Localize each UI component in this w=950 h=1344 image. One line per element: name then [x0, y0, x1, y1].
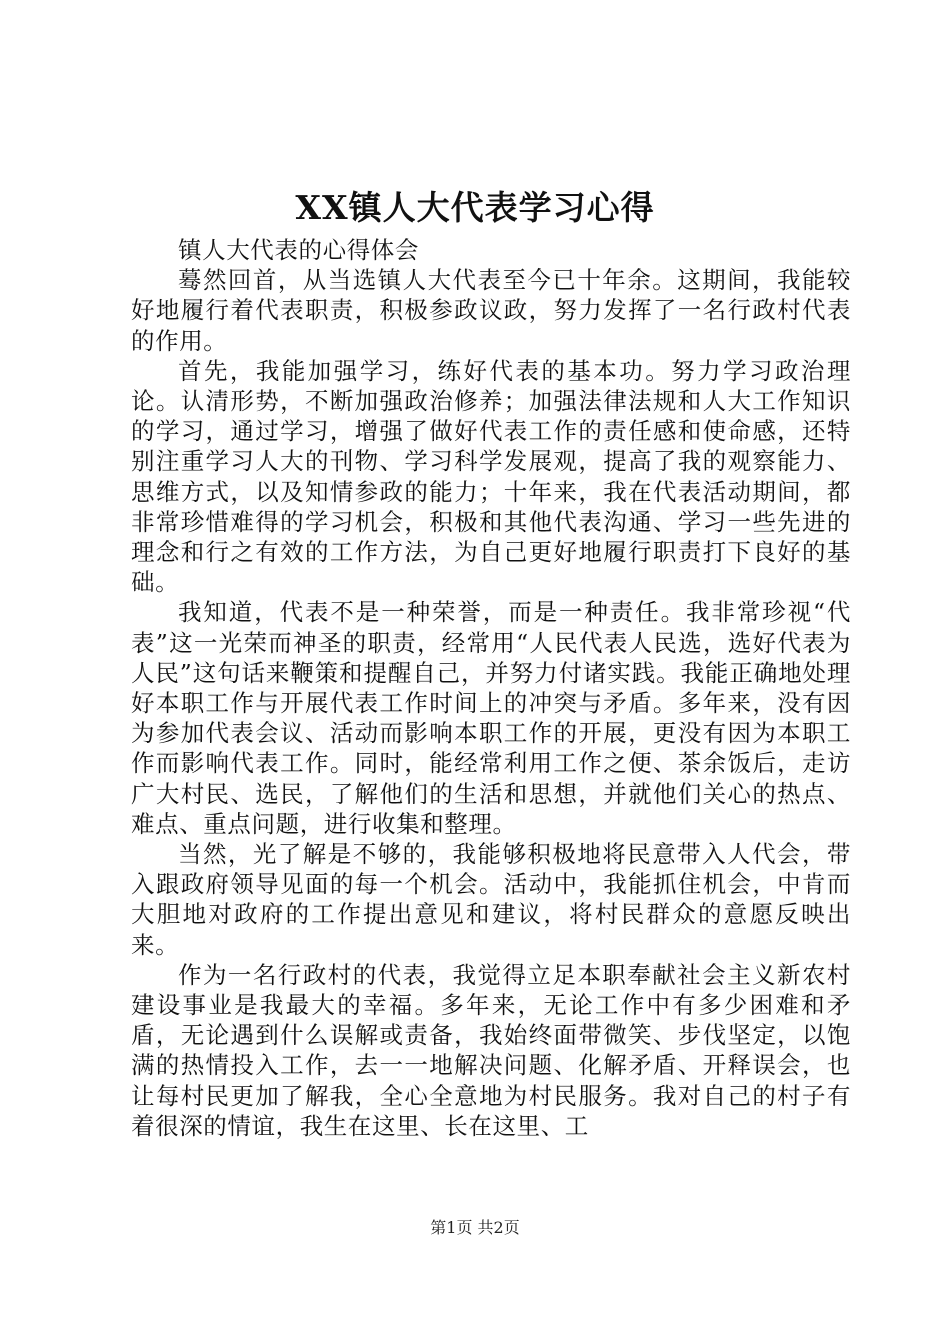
- document-title: XX镇人大代表学习心得: [295, 188, 655, 227]
- page-number-footer: 第1页 共2页: [430, 1218, 520, 1237]
- paragraph: 我知道，代表不是一种荣誉，而是一种责任。我非常珍视“代表”这一光荣而神圣的职责，经常用“人民代表人民选，选好代表为人民”这句话来鞭策和提醒自己，并努力付诸实践。我能正确地处理好本职工作与开展代表工作时间上的冲突与矛盾。多年来，没有因为参加代表会议、活动而影响本职工作的开展，更没有因为本职工作而影响代表工作。同时，能经常利用工作之便、茶余饭后，走访广大村民、选民，了解他们的生活和思想，并就他们关心的热点、难点、重点问题，进行收集和整理。: [131, 598, 851, 838]
- document-subtitle: 镇人大代表的心得体会: [178, 236, 419, 264]
- paragraph: 首先，我能加强学习，练好代表的基本功。努力学习政治理论。认清形势，不断加强政治修养；加强法律法规和人大工作知识的学习，通过学习，增强了做好代表工作的责任感和使命感，还特别注重学习人大的刊物、学习科学发展观，提高了我的观察能力、思维方式，以及知情参政的能力；十年来，我在代表活动期间，都非常珍惜难得的学习机会，积极和其他代表沟通、学习一些先进的理念和行之有效的工作方法，为自己更好地履行职责打下良好的基础。: [131, 356, 851, 597]
- paragraph: 作为一名行政村的代表，我觉得立足本职奉献社会主义新农村建设事业是我最大的幸福。多年来，无论工作中有多少困难和矛盾，无论遇到什么误解或责备，我始终面带微笑、步伐坚定，以饱满的热情投入工作，去一一地解决问题、化解矛盾、开释误会，也让每村民更加了解我，全心全意地为村民服务。我对自己的村子有着很深的情谊，我生在这里、长在这里、工: [131, 960, 851, 1140]
- document-body: [131, 235, 851, 1141]
- paragraph: 当然，光了解是不够的，我能够积极地将民意带入人代会，带入跟政府领导见面的每一个机会。活动中，我能抓住机会，中肯而大胆地对政府的工作提出意见和建议，将村民群众的意愿反映出来。: [131, 840, 851, 959]
- paragraph: 蓦然回首，从当选镇人大代表至今已十年余。这期间，我能较好地履行着代表职责，积极参政议政，努力发挥了一名行政村代表的作用。: [131, 266, 851, 355]
